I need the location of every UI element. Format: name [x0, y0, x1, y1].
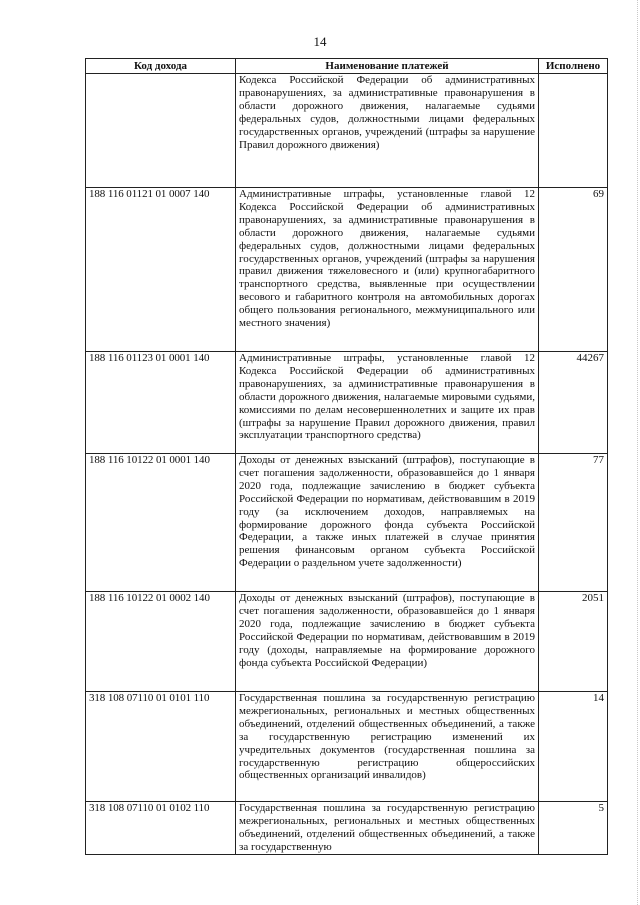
column-header-done: Исполнено: [539, 59, 608, 74]
row-code: 188 116 10122 01 0001 140: [86, 454, 236, 592]
table-row: [86, 188, 608, 352]
row-name: Государственная пошлина за государственную регистрацию межрегиональных, региональных и местных общественных объединений, отделений общественных объединений, а также за государственную регистрацию изменений их учредительных документов (государственная пошлина за государственную регистрацию общероссийских общественных организаций инвалидов): [236, 692, 539, 802]
row-code: 188 116 01121 01 0007 140: [86, 188, 236, 352]
column-header-name: Наименование платежей: [236, 59, 539, 74]
row-name: Административные штрафы, установленные главой 12 Кодекса Российской Федерации об административных правонарушениях, за административные правонарушения в области дорожного движения, налагаемые судьями федеральных судов, должностными лицами федеральных государственных органов, учреждений (штрафы за нарушения правил движения тяжеловесного и (или) крупногабаритного транспортного средства, выявленные при осуществлении весового и габаритного контроля на автомобильных дорогах общего пользования регионального, межмуниципального или местного значения): [236, 188, 539, 352]
row-done: 77: [539, 454, 608, 592]
table-row: [86, 592, 608, 692]
page-edge-marks: [636, 0, 638, 905]
table-row: [86, 454, 608, 592]
row-name: Государственная пошлина за государственную регистрацию межрегиональных, региональных и местных общественных объединений, отделений общественных объединений, а также за государственную: [236, 802, 539, 855]
table-row: [86, 74, 608, 188]
table-header-row: [86, 59, 608, 74]
row-done: 2051: [539, 592, 608, 692]
revenue-table: [85, 58, 608, 855]
row-name: Доходы от денежных взысканий (штрафов), поступающие в счет погашения задолженности, образовавшейся до 1 января 2020 года, подлежащие зачислению в бюджет субъекта Российской Федерации по нормативам, действовавшим в 2019 году (доходы, направляемые на формирование дорожного фонда субъекта Российской Федерации): [236, 592, 539, 692]
column-header-code: Код дохода: [86, 59, 236, 74]
row-name: Кодекса Российской Федерации об административных правонарушениях, за административные правонарушения в области дорожного движения, налагаемые судьями федеральных судов, должностными лицами федеральных государственных органов, учреждений (штрафы за нарушение Правил дорожного движения): [236, 74, 539, 188]
row-done: 44267: [539, 352, 608, 454]
row-code: [86, 74, 236, 188]
table-row: [86, 692, 608, 802]
row-code: 188 116 10122 01 0002 140: [86, 592, 236, 692]
row-code: 188 116 01123 01 0001 140: [86, 352, 236, 454]
page-number: 14: [313, 34, 327, 49]
row-name: Административные штрафы, установленные главой 12 Кодекса Российской Федерации об административных правонарушениях, за административные правонарушения в области дорожного движения, налагаемые мировыми судьями, комиссиями по делам несовершеннолетних и защите их прав (штрафы за нарушение Правил дорожного движения, правил эксплуатации транспортного средства): [236, 352, 539, 454]
row-done: [539, 74, 608, 188]
row-done: 5: [539, 802, 608, 855]
row-code: 318 108 07110 01 0102 110: [86, 802, 236, 855]
row-done: 69: [539, 188, 608, 352]
row-code: 318 108 07110 01 0101 110: [86, 692, 236, 802]
row-done: 14: [539, 692, 608, 802]
row-name: Доходы от денежных взысканий (штрафов), поступающие в счет погашения задолженности, образовавшейся до 1 января 2020 года, подлежащие зачислению в бюджет субъекта Российской Федерации по нормативам, действовавшим в 2019 году (за исключением доходов, направляемых на формирование дорожного фонда субъекта Российской Федерации, а также иных платежей в случае принятия решения финансовым органом субъекта Российской Федерации о раздельном учете задолженности): [236, 454, 539, 592]
table-row: [86, 802, 608, 855]
table-row: [86, 352, 608, 454]
